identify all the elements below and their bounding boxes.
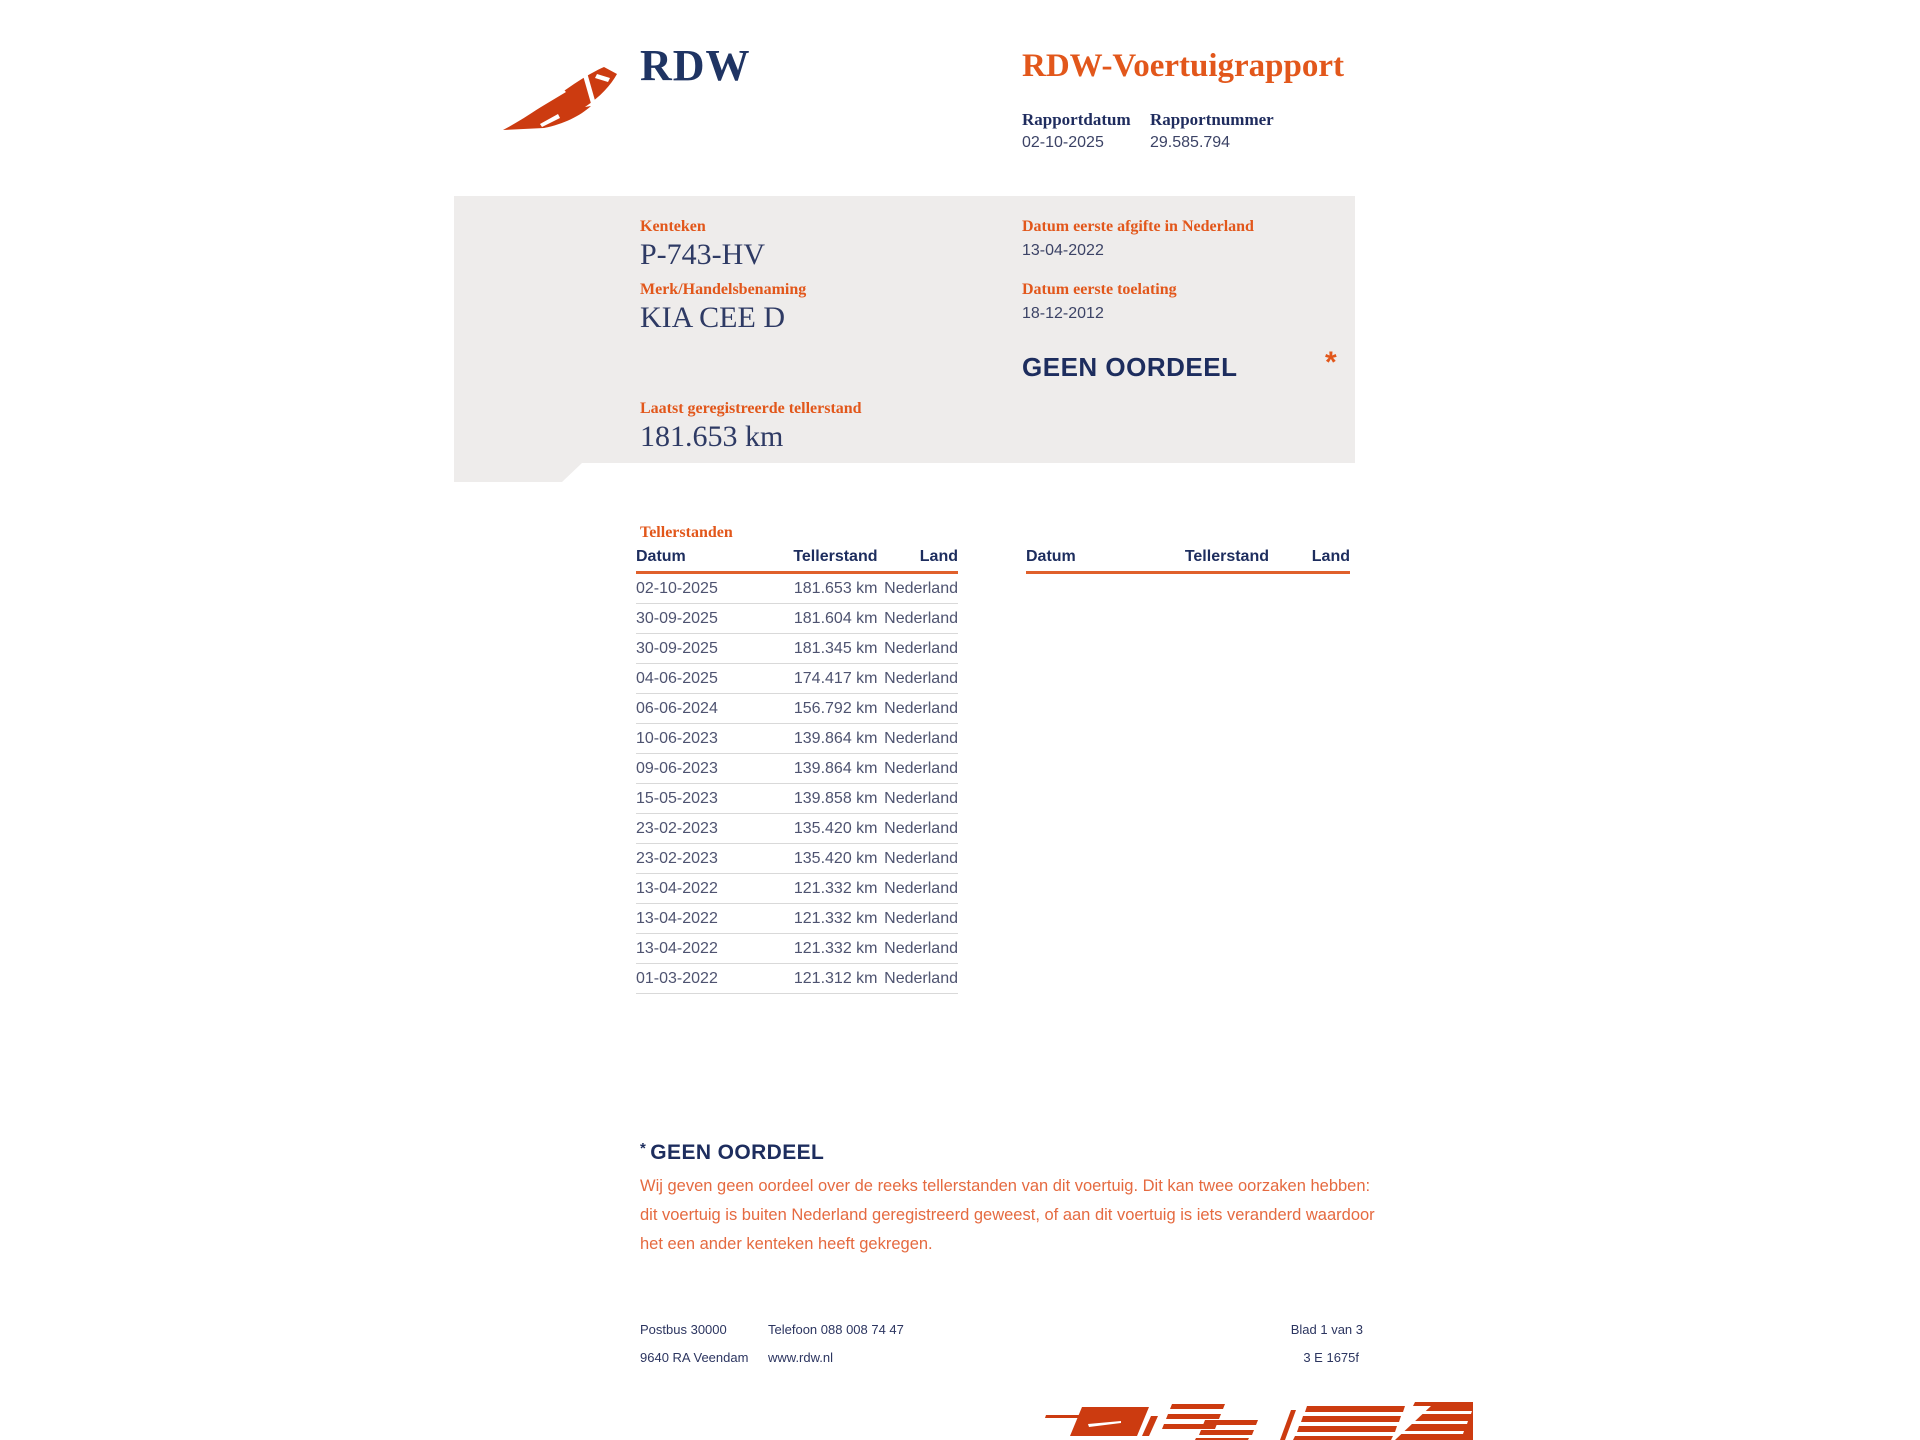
table-row — [636, 573, 958, 604]
table-cell: Nederland — [877, 874, 958, 904]
table-row — [636, 934, 958, 964]
table-cell: 174.417 km — [771, 664, 877, 694]
column-header-land: Land — [1269, 548, 1350, 573]
afgifte-value: 13-04-2022 — [1022, 242, 1104, 259]
table-cell: 139.864 km — [771, 724, 877, 754]
table-cell: Nederland — [877, 934, 958, 964]
verdict-asterisk: * — [1325, 346, 1337, 379]
table-cell: Nederland — [877, 664, 958, 694]
table-cell: 09-06-2023 — [636, 754, 771, 784]
merk-label: Merk/Handelsbenaming — [640, 281, 807, 298]
column-header-land: Land — [877, 548, 958, 573]
table-cell: 30-09-2025 — [636, 634, 771, 664]
table-row — [636, 814, 958, 844]
table-cell: Nederland — [877, 904, 958, 934]
tellerstand-value: 181.653 km — [640, 420, 784, 453]
table-cell: Nederland — [877, 573, 958, 604]
report-number-value: 29.585.794 — [1150, 134, 1231, 151]
table-row — [636, 634, 958, 664]
kenteken-label: Kenteken — [640, 218, 706, 235]
odometer-table-header-row — [1026, 548, 1350, 573]
column-header-datum: Datum — [1026, 548, 1162, 573]
vehicle-summary-panel — [454, 196, 1355, 463]
table-row — [636, 724, 958, 754]
table-cell: 13-04-2022 — [636, 904, 771, 934]
table-cell: 06-06-2024 — [636, 694, 771, 724]
odometer-table-body — [636, 573, 958, 994]
table-cell: Nederland — [877, 754, 958, 784]
merk-value: KIA CEE D — [640, 301, 785, 334]
logo-wordmark: RDW — [640, 41, 751, 90]
footnote-heading — [640, 1140, 824, 1165]
table-cell: 135.420 km — [771, 844, 877, 874]
odometer-table — [636, 548, 958, 994]
table-row — [636, 904, 958, 934]
tellerstand-label: Laatst geregistreerde tellerstand — [640, 400, 862, 417]
table-cell: 181.604 km — [771, 604, 877, 634]
table-cell: 181.345 km — [771, 634, 877, 664]
table-cell: Nederland — [877, 964, 958, 994]
table-cell: Nederland — [877, 604, 958, 634]
footnote-marker: * — [640, 1140, 646, 1157]
table-cell: 01-03-2022 — [636, 964, 771, 994]
table-row — [636, 784, 958, 814]
rdw-logo-icon — [500, 52, 618, 132]
table-row — [636, 604, 958, 634]
table-cell: Nederland — [877, 694, 958, 724]
table-cell: 13-04-2022 — [636, 874, 771, 904]
footer-page-indicator: Blad 1 van 3 — [1290, 1322, 1363, 1337]
table-row — [636, 694, 958, 724]
table-cell: Nederland — [877, 724, 958, 754]
footer-address-line2: 9640 RA Veendam — [640, 1350, 749, 1365]
table-cell: 23-02-2023 — [636, 844, 771, 874]
table-cell: 181.653 km — [771, 573, 877, 604]
table-cell: 04-06-2025 — [636, 664, 771, 694]
table-cell: 02-10-2025 — [636, 573, 771, 604]
odometer-table-second — [1026, 548, 1350, 574]
table-cell: 13-04-2022 — [636, 934, 771, 964]
kenteken-value: P-743-HV — [640, 238, 765, 271]
table-cell: 156.792 km — [771, 694, 877, 724]
report-date-label: Rapportdatum — [1022, 110, 1131, 129]
table-row — [636, 844, 958, 874]
footer-address-line1: Postbus 30000 — [640, 1322, 727, 1337]
afgifte-label: Datum eerste afgifte in Nederland — [1022, 218, 1254, 235]
report-number-label: Rapportnummer — [1150, 110, 1274, 129]
table-cell: 139.858 km — [771, 784, 877, 814]
column-header-tellerstand: Tellerstand — [1162, 548, 1269, 573]
table-cell: 30-09-2025 — [636, 604, 771, 634]
footnote-text: Wij geven geen oordeel over de reeks tellerstanden van dit voertuig. Dit kan twee oorzaken hebben: dit voertuig is buiten Nederland geregistreerd geweest, of aan dit voertuig is iets veranderd waardoor het een ander kenteken heeft gekregen. — [640, 1177, 1375, 1253]
rdw-speed-graphic-icon — [1043, 1402, 1473, 1440]
footer-website: www.rdw.nl — [768, 1350, 834, 1365]
vehicle-summary-panel-tab — [454, 463, 582, 482]
verdict-text: GEEN OORDEEL — [1022, 352, 1238, 382]
tellerstanden-section-title: Tellerstanden — [640, 524, 733, 541]
table-cell: Nederland — [877, 814, 958, 844]
table-row — [636, 754, 958, 784]
table-row — [636, 664, 958, 694]
table-cell: Nederland — [877, 634, 958, 664]
footer-phone: Telefoon 088 008 74 47 — [768, 1322, 904, 1337]
report-date-value: 02-10-2025 — [1022, 134, 1104, 151]
footer-form-code: 3 E 1675f — [1303, 1350, 1359, 1365]
table-cell: Nederland — [877, 784, 958, 814]
page-title: RDW-Voertuigrapport — [1022, 48, 1345, 84]
table-cell: 139.864 km — [771, 754, 877, 784]
toelating-value: 18-12-2012 — [1022, 305, 1104, 322]
table-row — [636, 874, 958, 904]
table-cell: Nederland — [877, 844, 958, 874]
column-header-datum: Datum — [636, 548, 771, 573]
table-cell: 121.332 km — [771, 934, 877, 964]
odometer-table-header-row — [636, 548, 958, 573]
toelating-label: Datum eerste toelating — [1022, 281, 1177, 298]
table-cell: 135.420 km — [771, 814, 877, 844]
table-cell: 121.312 km — [771, 964, 877, 994]
footnote-title: GEEN OORDEEL — [650, 1141, 825, 1164]
table-cell: 23-02-2023 — [636, 814, 771, 844]
table-row — [636, 964, 958, 994]
table-cell: 15-05-2023 — [636, 784, 771, 814]
column-header-tellerstand: Tellerstand — [771, 548, 877, 573]
table-cell: 121.332 km — [771, 874, 877, 904]
table-cell: 121.332 km — [771, 904, 877, 934]
table-cell: 10-06-2023 — [636, 724, 771, 754]
